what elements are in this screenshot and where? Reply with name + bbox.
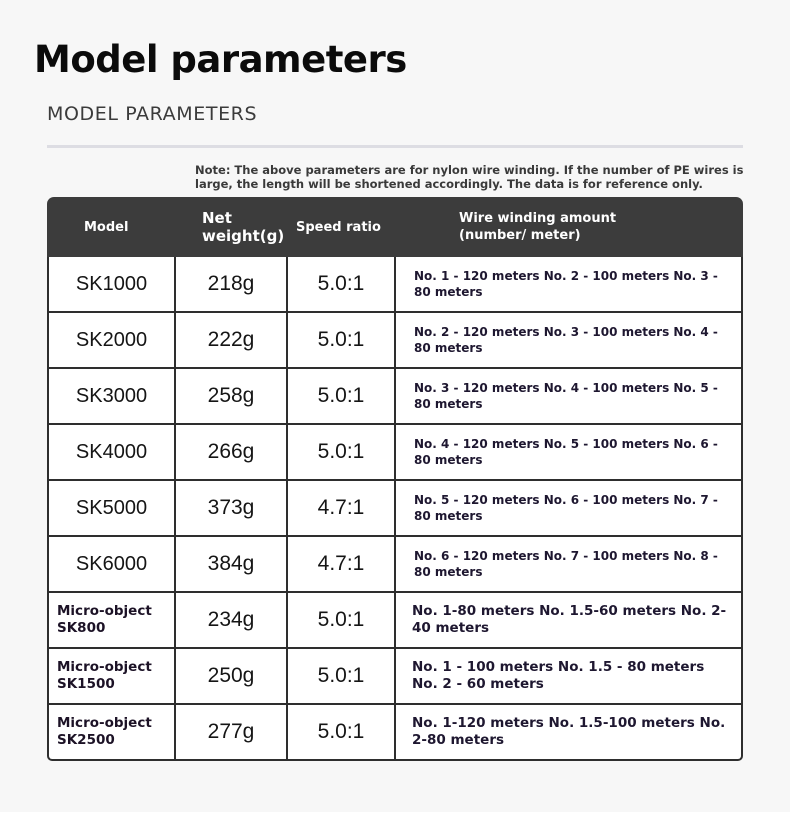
cell-speed: 5.0:1	[286, 705, 394, 761]
cell-model: Micro-object SK1500	[47, 649, 174, 705]
cell-wire: No. 1 - 120 meters No. 2 - 100 meters No. 3 - 80 meters	[394, 257, 743, 313]
cell-model: Micro-object SK2500	[47, 705, 174, 761]
header-net-weight: Net weight(g)	[174, 197, 286, 257]
header-model: Model	[47, 197, 174, 257]
cell-model: Micro-object SK800	[47, 593, 174, 649]
cell-speed: 5.0:1	[286, 257, 394, 313]
table-row	[47, 257, 743, 313]
cell-speed: 5.0:1	[286, 313, 394, 369]
cell-weight: 258g	[174, 369, 286, 425]
cell-speed: 4.7:1	[286, 537, 394, 593]
cell-model: SK3000	[47, 369, 174, 425]
cell-wire: No. 5 - 120 meters No. 6 - 100 meters No. 7 - 80 meters	[394, 481, 743, 537]
cell-model: SK4000	[47, 425, 174, 481]
cell-wire: No. 3 - 120 meters No. 4 - 100 meters No. 5 - 80 meters	[394, 369, 743, 425]
table-row	[47, 425, 743, 481]
cell-speed: 5.0:1	[286, 649, 394, 705]
cell-wire: No. 1 - 100 meters No. 1.5 - 80 meters No. 2 - 60 meters	[394, 649, 743, 705]
parameters-table	[47, 197, 743, 761]
cell-weight: 373g	[174, 481, 286, 537]
table-row	[47, 537, 743, 593]
cell-model: SK1000	[47, 257, 174, 313]
cell-wire: No. 1-120 meters No. 1.5-100 meters No. 2-80 meters	[394, 705, 743, 761]
cell-weight: 384g	[174, 537, 286, 593]
cell-model: SK2000	[47, 313, 174, 369]
page-subtitle: MODEL PARAMETERS	[47, 103, 258, 125]
reference-note: Note: The above parameters are for nylon wire winding. If the number of PE wires is large, the length will be shortened accordingly. The data is for reference only.	[195, 163, 744, 191]
cell-weight: 218g	[174, 257, 286, 313]
cell-speed: 5.0:1	[286, 425, 394, 481]
cell-weight: 266g	[174, 425, 286, 481]
cell-speed: 5.0:1	[286, 369, 394, 425]
cell-weight: 222g	[174, 313, 286, 369]
cell-wire: No. 4 - 120 meters No. 5 - 100 meters No. 6 - 80 meters	[394, 425, 743, 481]
table-row	[47, 313, 743, 369]
divider	[47, 145, 743, 148]
cell-wire: No. 6 - 120 meters No. 7 - 100 meters No. 8 - 80 meters	[394, 537, 743, 593]
table-row	[47, 369, 743, 425]
page-title: Model parameters	[34, 38, 407, 81]
cell-wire: No. 1-80 meters No. 1.5-60 meters No. 2-40 meters	[394, 593, 743, 649]
cell-speed: 5.0:1	[286, 593, 394, 649]
table-row	[47, 705, 743, 761]
cell-wire: No. 2 - 120 meters No. 3 - 100 meters No. 4 - 80 meters	[394, 313, 743, 369]
cell-speed: 4.7:1	[286, 481, 394, 537]
table-row	[47, 649, 743, 705]
table-row	[47, 593, 743, 649]
table-row	[47, 481, 743, 537]
cell-weight: 277g	[174, 705, 286, 761]
cell-model: SK5000	[47, 481, 174, 537]
header-speed-ratio: Speed ratio	[286, 197, 394, 257]
cell-weight: 250g	[174, 649, 286, 705]
table-header-row	[47, 197, 743, 257]
header-wire-winding: Wire winding amount (number/ meter)	[394, 197, 743, 257]
cell-weight: 234g	[174, 593, 286, 649]
cell-model: SK6000	[47, 537, 174, 593]
